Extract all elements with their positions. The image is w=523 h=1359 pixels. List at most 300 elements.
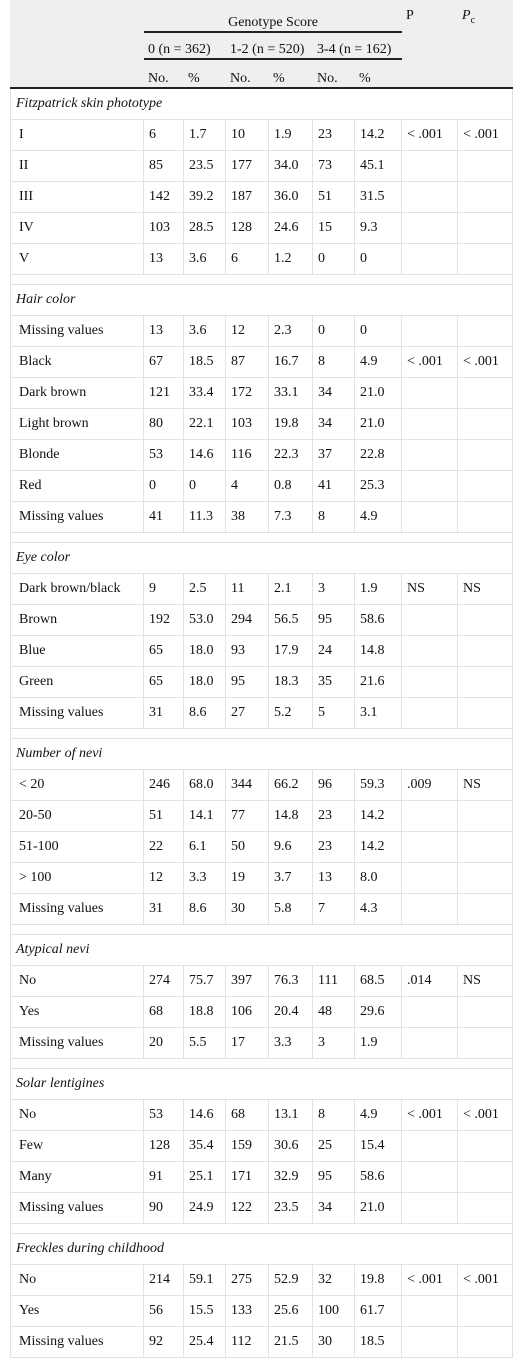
section-row <box>10 935 513 966</box>
count-cell: 397 <box>226 966 269 997</box>
percent-cell: 33.4 <box>184 378 226 409</box>
p-value-cell <box>402 801 458 832</box>
percent-cell: 3.1 <box>355 698 402 729</box>
percent-cell: 6.1 <box>184 832 226 863</box>
header-blank <box>458 60 513 89</box>
row-label: Red <box>10 471 144 502</box>
percent-cell: 7.3 <box>269 502 313 533</box>
count-cell: 12 <box>226 316 269 347</box>
percent-cell: 29.6 <box>355 997 402 1028</box>
p-value-cell <box>402 997 458 1028</box>
pc-value-cell: < .001 <box>458 347 513 378</box>
count-cell: 128 <box>226 213 269 244</box>
row-label: Missing values <box>10 698 144 729</box>
count-cell: 56 <box>144 1296 184 1327</box>
count-cell: 9 <box>144 574 184 605</box>
percent-cell: 53.0 <box>184 605 226 636</box>
count-cell: 8 <box>313 347 355 378</box>
count-cell: 51 <box>144 801 184 832</box>
table-row <box>10 863 513 894</box>
p-value-cell: < .001 <box>402 1100 458 1131</box>
p-value-cell <box>402 244 458 275</box>
table-row <box>10 213 513 244</box>
spacer-row <box>10 1224 513 1234</box>
p-value-cell <box>402 378 458 409</box>
percent-cell: 18.5 <box>184 347 226 378</box>
percent-cell: 4.9 <box>355 502 402 533</box>
pc-value-cell <box>458 605 513 636</box>
percent-cell: 14.2 <box>355 832 402 863</box>
count-cell: 6 <box>144 120 184 151</box>
count-cell: 142 <box>144 182 184 213</box>
count-cell: 12 <box>144 863 184 894</box>
count-cell: 103 <box>144 213 184 244</box>
count-cell: 90 <box>144 1193 184 1224</box>
p-value-cell: < .001 <box>402 1265 458 1296</box>
pc-value-cell <box>458 151 513 182</box>
row-label: Brown <box>10 605 144 636</box>
count-cell: 95 <box>313 1162 355 1193</box>
p-value-cell <box>402 213 458 244</box>
row-label: 51-100 <box>10 832 144 863</box>
percent-cell: 19.8 <box>269 409 313 440</box>
count-cell: 34 <box>313 409 355 440</box>
row-label: Light brown <box>10 409 144 440</box>
pc-value-cell <box>458 1028 513 1059</box>
count-cell: 13 <box>144 316 184 347</box>
percent-cell: 36.0 <box>269 182 313 213</box>
count-cell: 27 <box>226 698 269 729</box>
table-row <box>10 1265 513 1296</box>
table-row <box>10 698 513 729</box>
spacer-cell <box>10 925 513 935</box>
row-label: Missing values <box>10 1193 144 1224</box>
row-label: I <box>10 120 144 151</box>
percent-cell: 15.5 <box>184 1296 226 1327</box>
spacer-row <box>10 1059 513 1069</box>
pc-value-cell <box>458 1296 513 1327</box>
table-row <box>10 801 513 832</box>
pc-value-cell <box>458 440 513 471</box>
percent-cell: 1.7 <box>184 120 226 151</box>
count-cell: 80 <box>144 409 184 440</box>
col-no-header: No. <box>144 60 184 89</box>
pc-value-cell <box>458 997 513 1028</box>
pc-value-cell <box>458 832 513 863</box>
count-cell: 172 <box>226 378 269 409</box>
table-row <box>10 378 513 409</box>
pc-value-cell <box>458 213 513 244</box>
table-row <box>10 1100 513 1131</box>
count-cell: 294 <box>226 605 269 636</box>
group-header-0: 0 (n = 362) <box>144 33 226 60</box>
pc-value-cell <box>458 1131 513 1162</box>
p-value-cell <box>402 832 458 863</box>
row-label: Black <box>10 347 144 378</box>
count-cell: 121 <box>144 378 184 409</box>
count-cell: 91 <box>144 1162 184 1193</box>
percent-cell: 14.2 <box>355 120 402 151</box>
count-cell: 192 <box>144 605 184 636</box>
count-cell: 0 <box>144 471 184 502</box>
count-cell: 87 <box>226 347 269 378</box>
percent-cell: 8.6 <box>184 894 226 925</box>
percent-cell: 21.0 <box>355 378 402 409</box>
p-value-cell <box>402 182 458 213</box>
percent-cell: 32.9 <box>269 1162 313 1193</box>
percent-cell: 61.7 <box>355 1296 402 1327</box>
p-value-cell: NS <box>402 574 458 605</box>
pc-header: $P_c$ <box>458 0 513 33</box>
p-value-cell <box>402 894 458 925</box>
p-header: P <box>402 0 458 33</box>
header-blank <box>10 33 144 60</box>
count-cell: 11 <box>226 574 269 605</box>
count-cell: 51 <box>313 182 355 213</box>
count-cell: 24 <box>313 636 355 667</box>
section-row <box>10 1069 513 1100</box>
section-title: Solar lentigines <box>10 1069 513 1100</box>
count-cell: 95 <box>313 605 355 636</box>
col-no-header: No. <box>313 60 355 89</box>
percent-cell: 23.5 <box>269 1193 313 1224</box>
count-cell: 13 <box>313 863 355 894</box>
table-container <box>10 0 513 1358</box>
pc-value-cell: < .001 <box>458 120 513 151</box>
section-title: Freckles during childhood <box>10 1234 513 1265</box>
pc-value-cell <box>458 502 513 533</box>
row-label: Green <box>10 667 144 698</box>
p-value-cell <box>402 1162 458 1193</box>
percent-cell: 0 <box>355 244 402 275</box>
row-label: Yes <box>10 1296 144 1327</box>
table-row <box>10 667 513 698</box>
percent-cell: 16.7 <box>269 347 313 378</box>
row-label: Missing values <box>10 316 144 347</box>
percent-cell: 0 <box>184 471 226 502</box>
count-cell: 3 <box>313 1028 355 1059</box>
table-row <box>10 574 513 605</box>
count-cell: 7 <box>313 894 355 925</box>
section-row <box>10 285 513 316</box>
count-cell: 171 <box>226 1162 269 1193</box>
pc-value-cell <box>458 698 513 729</box>
percent-cell: 4.3 <box>355 894 402 925</box>
count-cell: 92 <box>144 1327 184 1358</box>
section-title: Atypical nevi <box>10 935 513 966</box>
percent-cell: 14.1 <box>184 801 226 832</box>
count-cell: 41 <box>144 502 184 533</box>
percent-cell: 28.5 <box>184 213 226 244</box>
count-cell: 128 <box>144 1131 184 1162</box>
count-cell: 111 <box>313 966 355 997</box>
spacer-row <box>10 729 513 739</box>
count-cell: 96 <box>313 770 355 801</box>
percent-cell: 68.0 <box>184 770 226 801</box>
count-cell: 177 <box>226 151 269 182</box>
pc-value-cell <box>458 894 513 925</box>
count-cell: 32 <box>313 1265 355 1296</box>
header-blank <box>10 0 144 33</box>
count-cell: 95 <box>226 667 269 698</box>
p-value-cell <box>402 667 458 698</box>
row-label: No <box>10 966 144 997</box>
count-cell: 73 <box>313 151 355 182</box>
count-cell: 48 <box>313 997 355 1028</box>
count-cell: 187 <box>226 182 269 213</box>
count-cell: 8 <box>313 502 355 533</box>
p-value-cell <box>402 502 458 533</box>
p-value-cell: < .001 <box>402 120 458 151</box>
count-cell: 53 <box>144 1100 184 1131</box>
p-value-cell <box>402 316 458 347</box>
row-label: Missing values <box>10 1028 144 1059</box>
p-value-cell <box>402 1327 458 1358</box>
row-label: Missing values <box>10 502 144 533</box>
section-title: Eye color <box>10 543 513 574</box>
count-cell: 19 <box>226 863 269 894</box>
count-cell: 41 <box>313 471 355 502</box>
table-row <box>10 182 513 213</box>
percent-cell: 56.5 <box>269 605 313 636</box>
header-blank <box>402 33 458 60</box>
count-cell: 38 <box>226 502 269 533</box>
percent-cell: 3.3 <box>269 1028 313 1059</box>
percent-cell: 31.5 <box>355 182 402 213</box>
percent-cell: 35.4 <box>184 1131 226 1162</box>
count-cell: 34 <box>313 1193 355 1224</box>
percent-cell: 18.0 <box>184 667 226 698</box>
table-row <box>10 120 513 151</box>
row-label: Blue <box>10 636 144 667</box>
percent-cell: 9.3 <box>355 213 402 244</box>
percent-cell: 14.2 <box>355 801 402 832</box>
p-value-cell <box>402 636 458 667</box>
percent-cell: 18.0 <box>184 636 226 667</box>
count-cell: 112 <box>226 1327 269 1358</box>
count-cell: 23 <box>313 832 355 863</box>
row-label: V <box>10 244 144 275</box>
pc-value-cell <box>458 1193 513 1224</box>
pc-value-cell <box>458 667 513 698</box>
spacer-row <box>10 533 513 543</box>
p-value-cell: .014 <box>402 966 458 997</box>
p-value-cell <box>402 698 458 729</box>
percent-cell: 0.8 <box>269 471 313 502</box>
percent-cell: 14.6 <box>184 440 226 471</box>
spacer-cell <box>10 533 513 543</box>
p-value-cell: .009 <box>402 770 458 801</box>
table-row <box>10 636 513 667</box>
row-label: Missing values <box>10 894 144 925</box>
table-row <box>10 1131 513 1162</box>
pc-value-cell: NS <box>458 966 513 997</box>
spacer-cell <box>10 729 513 739</box>
count-cell: 93 <box>226 636 269 667</box>
count-cell: 15 <box>313 213 355 244</box>
count-cell: 0 <box>313 316 355 347</box>
percent-cell: 3.7 <box>269 863 313 894</box>
percent-cell: 58.6 <box>355 605 402 636</box>
row-label: III <box>10 182 144 213</box>
table-body <box>10 89 513 1358</box>
table-header <box>10 0 513 89</box>
count-cell: 31 <box>144 894 184 925</box>
pc-value-cell <box>458 801 513 832</box>
percent-cell: 11.3 <box>184 502 226 533</box>
row-label: II <box>10 151 144 182</box>
count-cell: 0 <box>313 244 355 275</box>
header-blank <box>10 60 144 89</box>
row-label: < 20 <box>10 770 144 801</box>
percent-cell: 25.6 <box>269 1296 313 1327</box>
table-row <box>10 605 513 636</box>
percent-cell: 24.6 <box>269 213 313 244</box>
count-cell: 17 <box>226 1028 269 1059</box>
percent-cell: 23.5 <box>184 151 226 182</box>
count-cell: 65 <box>144 636 184 667</box>
percent-cell: 66.2 <box>269 770 313 801</box>
count-cell: 5 <box>313 698 355 729</box>
percent-cell: 25.4 <box>184 1327 226 1358</box>
count-cell: 34 <box>313 378 355 409</box>
col-pct-header: % <box>269 60 313 89</box>
percent-cell: 34.0 <box>269 151 313 182</box>
percent-cell: 76.3 <box>269 966 313 997</box>
count-cell: 30 <box>313 1327 355 1358</box>
percent-cell: 21.5 <box>269 1327 313 1358</box>
pc-value-cell <box>458 1327 513 1358</box>
count-cell: 65 <box>144 667 184 698</box>
header-blank <box>402 60 458 89</box>
pc-value-cell <box>458 1162 513 1193</box>
percent-cell: 4.9 <box>355 1100 402 1131</box>
row-label: Missing values <box>10 1327 144 1358</box>
percent-cell: 45.1 <box>355 151 402 182</box>
percent-cell: 22.1 <box>184 409 226 440</box>
row-label: No <box>10 1265 144 1296</box>
row-label: > 100 <box>10 863 144 894</box>
percent-cell: 3.6 <box>184 316 226 347</box>
count-cell: 67 <box>144 347 184 378</box>
section-row <box>10 543 513 574</box>
pc-value-cell <box>458 863 513 894</box>
percent-cell: 21.0 <box>355 409 402 440</box>
pc-value-cell <box>458 636 513 667</box>
count-cell: 10 <box>226 120 269 151</box>
table-row <box>10 770 513 801</box>
percent-cell: 59.1 <box>184 1265 226 1296</box>
section-row <box>10 89 513 120</box>
pc-value-cell: < .001 <box>458 1265 513 1296</box>
pc-value-cell <box>458 182 513 213</box>
count-cell: 23 <box>313 801 355 832</box>
percent-cell: 30.6 <box>269 1131 313 1162</box>
percent-cell: 2.3 <box>269 316 313 347</box>
percent-cell: 3.3 <box>184 863 226 894</box>
spacer-row <box>10 275 513 285</box>
count-cell: 159 <box>226 1131 269 1162</box>
count-cell: 344 <box>226 770 269 801</box>
percent-cell: 14.6 <box>184 1100 226 1131</box>
percent-cell: 9.6 <box>269 832 313 863</box>
count-cell: 8 <box>313 1100 355 1131</box>
percent-cell: 75.7 <box>184 966 226 997</box>
percent-cell: 33.1 <box>269 378 313 409</box>
count-cell: 4 <box>226 471 269 502</box>
p-value-cell <box>402 440 458 471</box>
count-cell: 6 <box>226 244 269 275</box>
table-row <box>10 1028 513 1059</box>
count-cell: 103 <box>226 409 269 440</box>
percent-cell: 1.9 <box>355 574 402 605</box>
p-value-cell <box>402 605 458 636</box>
count-cell: 246 <box>144 770 184 801</box>
percent-cell: 20.4 <box>269 997 313 1028</box>
percent-cell: 18.5 <box>355 1327 402 1358</box>
percent-cell: 4.9 <box>355 347 402 378</box>
percent-cell: 2.1 <box>269 574 313 605</box>
genotype-table <box>10 0 513 1358</box>
section-title: Number of nevi <box>10 739 513 770</box>
spacer-row <box>10 925 513 935</box>
pc-value-cell <box>458 471 513 502</box>
table-row <box>10 151 513 182</box>
percent-cell: 22.8 <box>355 440 402 471</box>
percent-cell: 5.2 <box>269 698 313 729</box>
p-value-cell <box>402 1296 458 1327</box>
spacer-cell <box>10 1224 513 1234</box>
pc-value-cell <box>458 316 513 347</box>
percent-cell: 14.8 <box>355 636 402 667</box>
row-label: Few <box>10 1131 144 1162</box>
table-row <box>10 894 513 925</box>
count-cell: 68 <box>226 1100 269 1131</box>
p-value-cell <box>402 1193 458 1224</box>
percent-cell: 14.8 <box>269 801 313 832</box>
count-cell: 23 <box>313 120 355 151</box>
count-cell: 37 <box>313 440 355 471</box>
p-value-cell <box>402 1131 458 1162</box>
p-value-cell <box>402 863 458 894</box>
table-row <box>10 244 513 275</box>
count-cell: 274 <box>144 966 184 997</box>
count-cell: 133 <box>226 1296 269 1327</box>
count-cell: 25 <box>313 1131 355 1162</box>
count-cell: 22 <box>144 832 184 863</box>
percent-cell: 25.3 <box>355 471 402 502</box>
count-cell: 77 <box>226 801 269 832</box>
percent-cell: 5.8 <box>269 894 313 925</box>
row-label: Many <box>10 1162 144 1193</box>
pc-value-cell: NS <box>458 770 513 801</box>
row-label: No <box>10 1100 144 1131</box>
count-cell: 275 <box>226 1265 269 1296</box>
row-label: 20-50 <box>10 801 144 832</box>
percent-cell: 52.9 <box>269 1265 313 1296</box>
p-value-cell <box>402 471 458 502</box>
group-header-1-2: 1-2 (n = 520) <box>226 33 313 60</box>
count-cell: 30 <box>226 894 269 925</box>
table-row <box>10 997 513 1028</box>
count-cell: 3 <box>313 574 355 605</box>
row-label: Dark brown/black <box>10 574 144 605</box>
count-cell: 31 <box>144 698 184 729</box>
count-cell: 13 <box>144 244 184 275</box>
percent-cell: 19.8 <box>355 1265 402 1296</box>
p-value-cell <box>402 409 458 440</box>
percent-cell: 2.5 <box>184 574 226 605</box>
